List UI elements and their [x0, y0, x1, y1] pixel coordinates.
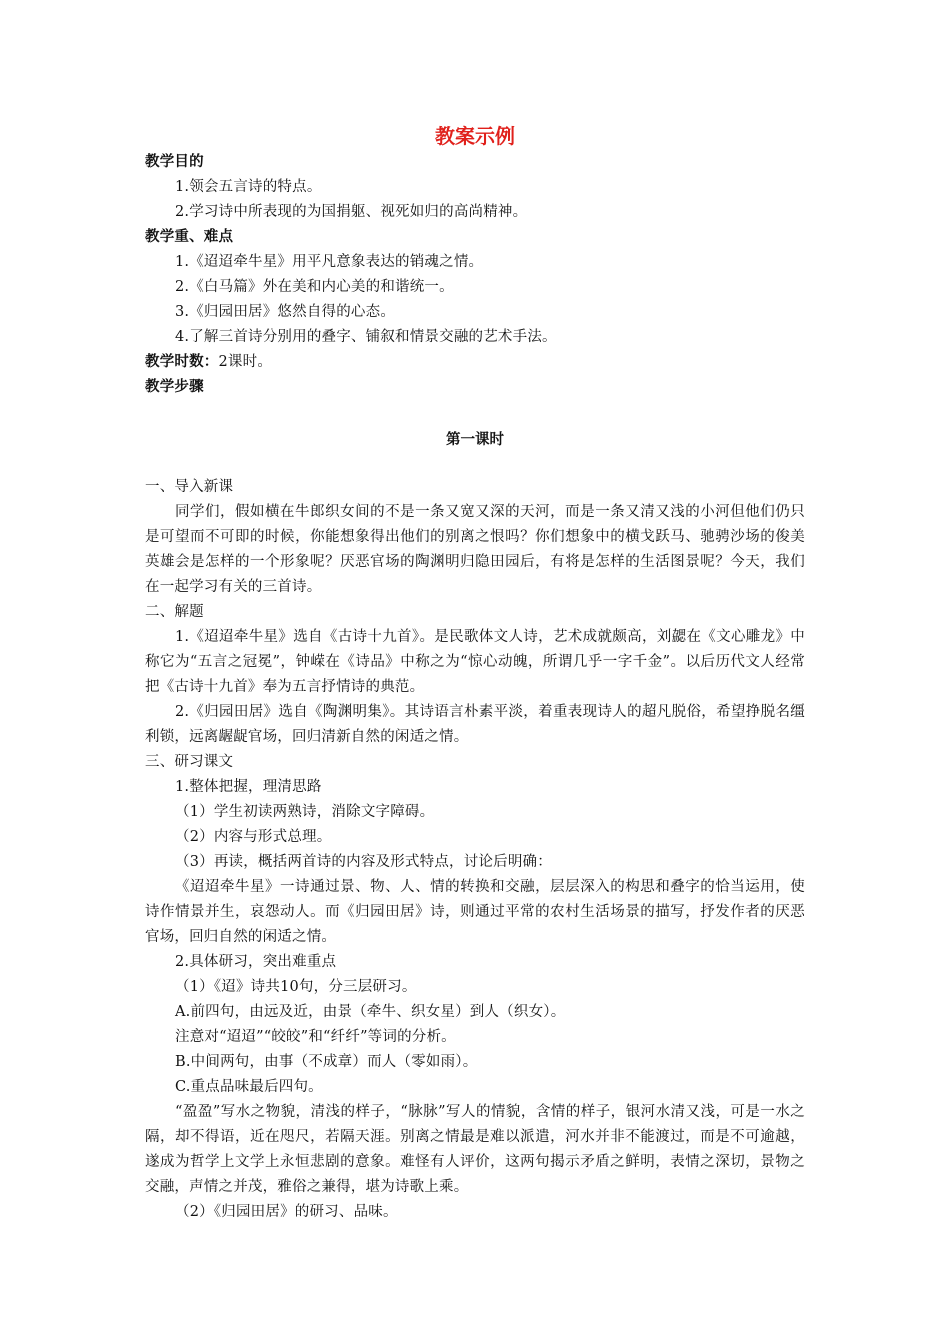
- section3-line: A.前四句，由远及近，由景（牵牛、织女星）到人（织女）。: [175, 1004, 566, 1020]
- section3-line: 2.具体研习，突出难重点: [175, 954, 337, 970]
- section3-paragraph-2: “盈盈”写水之物貌，清浅的样子，“脉脉”写人的情貌，含情的样子，银河水清又浅，可是一水之隔，却不得语，近在咫尺，若隔天涯。别离之情最是难以派遣，河水并非不能渡过，而是不可逾越，遂成为哲学上文学上永恒悲剧的意象。难怪有人评价，这两句揭示矛盾之鲜明，表情之深切，景物之交融，声情之并茂，雅俗之兼得，堪为诗歌上乘。: [145, 1104, 805, 1195]
- section2-paragraph-1: 1.《迢迢牵牛星》选自《古诗十九首》。是民歌体文人诗，艺术成就颇高，刘勰在《文心雕龙》中称它为“五言之冠冕”，钟嵘在《诗品》中称之为“惊心动魄，所谓几乎一字千金”。以后历代文人经常把《古诗十九首》奉为五言抒情诗的典范。: [145, 629, 805, 695]
- section3-line: 1.整体把握，理清思路: [175, 779, 322, 795]
- section3-line: 注意对“迢迢”“皎皎”和“纤纤”等词的分析。: [175, 1029, 456, 1045]
- section3-line: （3）再读，概括两首诗的内容及形式特点，讨论后明确：: [175, 854, 552, 870]
- section3-heading: 三、研习课文: [145, 754, 234, 770]
- key-point-item: 3.《归园田居》悠然自得的心态。: [175, 304, 396, 320]
- section2-heading: 二、解题: [145, 604, 204, 620]
- lesson-title: 第一课时: [446, 432, 504, 448]
- key-point-item: 1.《迢迢牵牛星》用平凡意象表达的销魂之情。: [175, 254, 484, 270]
- section1-heading: 一、导入新课: [145, 479, 234, 495]
- section3-line: C.重点品味最后四句。: [175, 1079, 323, 1095]
- section2-paragraph-2: 2.《归园田居》选自《陶渊明集》。其诗语言朴素平淡，着重表现诗人的超凡脱俗，希望挣脱名缰利锁，远离龌龊官场，回归清新自然的闲适之情。: [145, 704, 805, 745]
- hours-heading: 教学时数：: [145, 354, 219, 370]
- section3-line: （1）学生初读两熟诗，消除文字障碍。: [175, 804, 435, 820]
- key-point-item: 2.《白马篇》外在美和内心美的和谐统一。: [175, 279, 454, 295]
- hours-value: 2课时。: [218, 354, 273, 370]
- section3-line: （1）《迢》诗共10句，分三层研习。: [175, 979, 417, 995]
- section3-paragraph-1: 《迢迢牵牛星》一诗通过景、物、人、情的转换和交融，层层深入的构思和叠字的恰当运用，使诗作情景并生，哀怨动人。而《归园田居》诗，则通过平常的农村生活场景的描写，抒发作者的厌恶官场，回归自然的闲适之情。: [145, 879, 805, 945]
- objective-item: 1.领会五言诗的特点。: [175, 179, 322, 195]
- section1-paragraph: 同学们，假如横在牛郎织女间的不是一条又宽又深的天河，而是一条又清又浅的小河但他们仍只是可望而不可即的时候，你能想象得出他们的别离之恨吗？你们想象中的横戈跃马、驰骋沙场的俊美英雄会是怎样的一个形象呢？厌恶官场的陶渊明归隐田园后，有将是怎样的生活图景呢？今天，我们在一起学习有关的三首诗。: [145, 504, 805, 595]
- steps-heading: 教学步骤: [145, 379, 204, 395]
- key-point-item: 4.了解三首诗分别用的叠字、铺叙和情景交融的艺术手法。: [175, 329, 557, 345]
- key-points-heading: 教学重、难点: [145, 229, 234, 245]
- objectives-heading: 教学目的: [145, 154, 204, 170]
- section3-line: B.中间两句，由事（不成章）而人（零如雨）。: [175, 1054, 478, 1070]
- objective-item: 2.学习诗中所表现的为国捐躯、视死如归的高尚精神。: [175, 204, 528, 220]
- section3-line: （2）《归园田居》的研习、品味。: [175, 1204, 398, 1220]
- document-title: 教案示例: [435, 124, 515, 148]
- hours-line: [145, 352, 805, 372]
- section3-line: （2）内容与形式总理。: [175, 829, 332, 845]
